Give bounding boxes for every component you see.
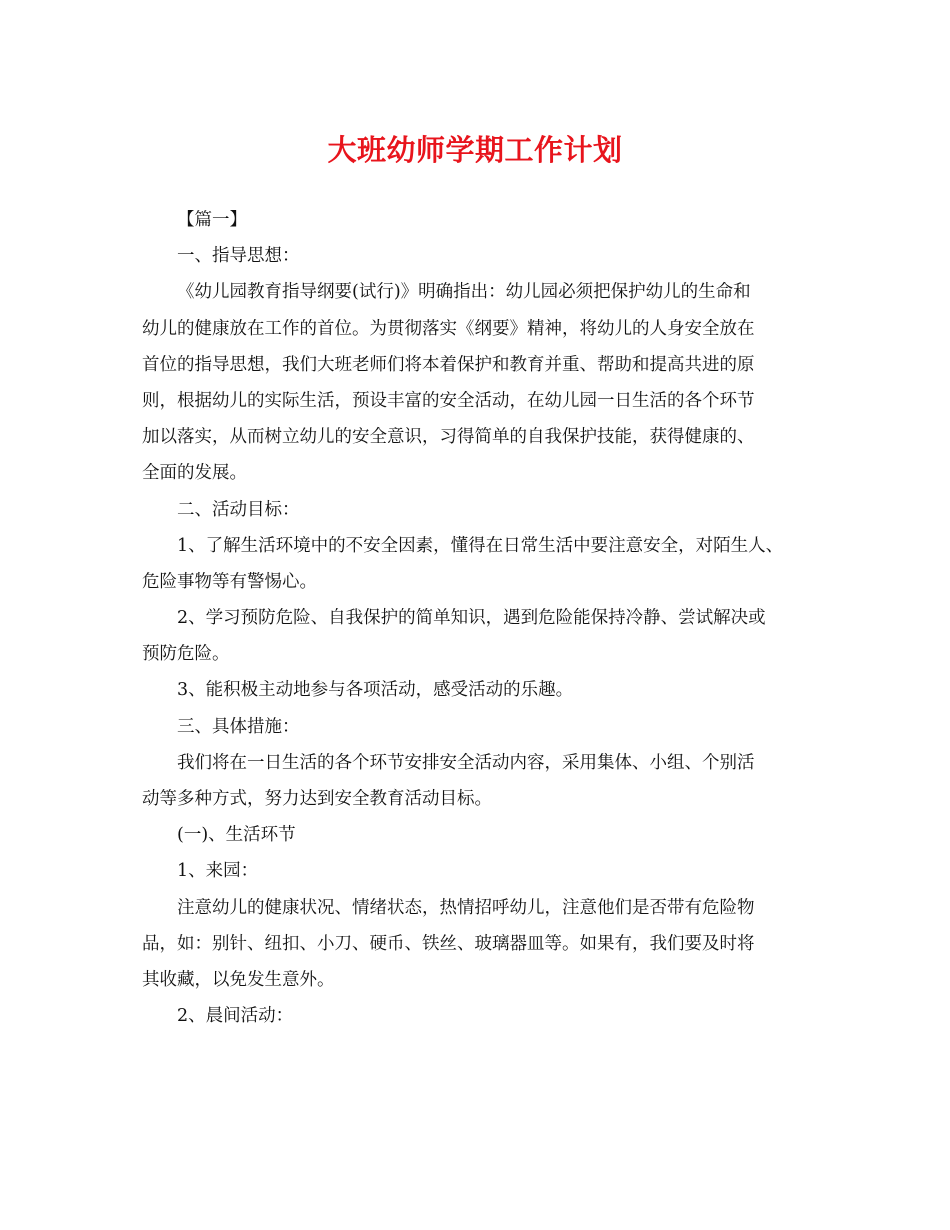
paragraph-line: 《幼儿园教育指导纲要(试行)》明确指出：幼儿园必须把保护幼儿的生命和: [177, 282, 751, 303]
paragraph-line: 一、指导思想：: [177, 246, 300, 267]
paragraph-line: 二、活动目标：: [177, 499, 300, 520]
paragraph-line: 预防危险。: [142, 644, 230, 665]
paragraph-line: 1、来园：: [177, 861, 259, 882]
paragraph-line: 1、了解生活环境中的不安全因素，懂得在日常生活中要注意安全，对陌生人、: [177, 535, 784, 556]
paragraph-line: 危险事物等有警惕心。: [142, 571, 317, 592]
paragraph-line: 2、晨间活动：: [177, 1006, 294, 1027]
paragraph-line: 其收藏，以免发生意外。: [142, 969, 335, 990]
paragraph-line: 【篇一】: [177, 210, 247, 230]
paragraph-line: 全面的发展。: [142, 463, 247, 484]
paragraph-line: 动等多种方式，努力达到安全教育活动目标。: [142, 789, 492, 809]
document-title: 大班幼师学期工作计划: [327, 133, 623, 167]
paragraph-line: (一)、生活环节: [177, 825, 296, 846]
paragraph-line: 2、学习预防危险、自我保护的简单知识，遇到危险能保持冷静、尝试解决或: [177, 608, 766, 629]
paragraph-line: 幼儿的健康放在工作的首位。为贯彻落实《纲要》精神，将幼儿的人身安全放在: [142, 318, 755, 339]
paragraph-line: 品，如：别针、纽扣、小刀、硬币、铁丝、玻璃器皿等。如果有，我们要及时将: [142, 933, 755, 954]
document-body: [142, 202, 827, 1034]
paragraph-line: 3、能积极主动地参与各项活动，感受活动的乐趣。: [177, 680, 574, 701]
paragraph-line: 首位的指导思想，我们大班老师们将本着保护和教育并重、帮助和提高共进的原: [142, 354, 755, 375]
paragraph-line: 注意幼儿的健康状况、情绪状态，热情招呼幼儿，注意他们是否带有危险物: [177, 897, 755, 918]
paragraph-line: 三、具体措施：: [177, 716, 300, 737]
paragraph-line: 则，根据幼儿的实际生活，预设丰富的安全活动，在幼儿园一日生活的各个环节: [142, 390, 755, 411]
paragraph-line: 加以落实，从而树立幼儿的安全意识，习得简单的自我保护技能，获得健康的、: [142, 427, 755, 448]
paragraph-line: 我们将在一日生活的各个环节安排安全活动内容，采用集体、小组、个别活: [177, 752, 755, 773]
